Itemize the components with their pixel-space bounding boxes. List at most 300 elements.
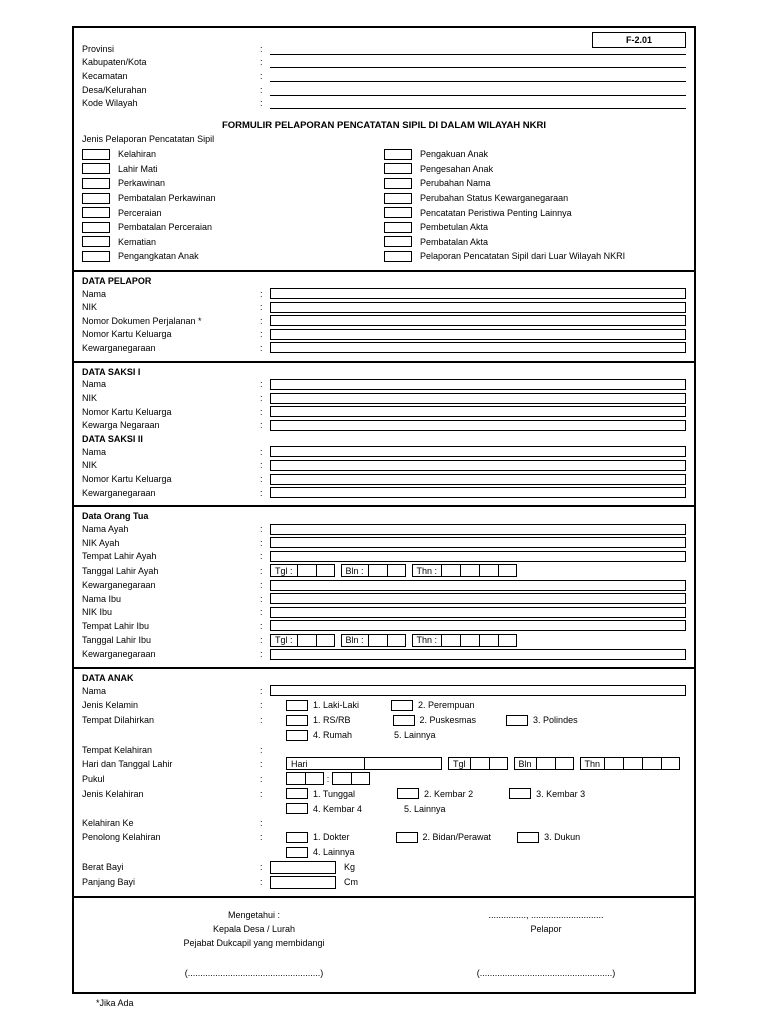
checkbox-peristiwa-penting-lainnya[interactable] bbox=[384, 207, 412, 218]
colon: : bbox=[260, 685, 263, 696]
field-row bbox=[82, 522, 686, 536]
field-row bbox=[82, 816, 686, 830]
signature-section bbox=[74, 898, 694, 994]
pelapor-dokumen-perjalanan-input[interactable] bbox=[270, 315, 686, 326]
checkbox-perceraian[interactable] bbox=[82, 207, 110, 218]
hari-label: Hari bbox=[286, 757, 364, 770]
desa-kelurahan-input[interactable] bbox=[270, 84, 686, 96]
field-label: Tempat Dilahirkan bbox=[82, 715, 155, 726]
list-item[interactable] bbox=[82, 220, 384, 235]
hari-tanggal-group bbox=[270, 757, 686, 770]
checkbox-polindes[interactable] bbox=[506, 715, 528, 726]
date-cell[interactable] bbox=[489, 757, 508, 770]
colon: : bbox=[260, 758, 263, 769]
field-label: NIK bbox=[82, 302, 98, 313]
field-label: Kewarganegaraan bbox=[82, 580, 156, 591]
date-cell[interactable] bbox=[470, 757, 489, 770]
saksi1-kewarganegaraan-input[interactable] bbox=[270, 420, 686, 431]
time-cell[interactable] bbox=[305, 772, 324, 785]
bln-label: Bln : bbox=[341, 564, 368, 577]
colon: : bbox=[260, 57, 263, 68]
field-row bbox=[82, 801, 686, 816]
field-row bbox=[82, 391, 686, 405]
colon: : bbox=[260, 474, 263, 485]
colon: : bbox=[260, 420, 263, 431]
checkbox-tunggal[interactable] bbox=[286, 788, 308, 799]
checkbox-pembatalan-perceraian[interactable] bbox=[82, 222, 110, 233]
checkbox-rumah[interactable] bbox=[286, 730, 308, 741]
colon: : bbox=[260, 744, 263, 755]
field-label: Nomor Dokumen Perjalanan * bbox=[82, 315, 202, 326]
title-block bbox=[74, 120, 694, 144]
section-heading-saksi-2: DATA SAKSI II bbox=[82, 434, 143, 445]
saksi1-nama-input[interactable] bbox=[270, 379, 686, 390]
field-row bbox=[82, 578, 686, 592]
colon: : bbox=[260, 818, 263, 829]
option-label: 5. Lainnya bbox=[404, 803, 446, 814]
field-row bbox=[82, 713, 686, 728]
data-saksi-section bbox=[74, 363, 694, 508]
field-row bbox=[82, 875, 686, 890]
list-item[interactable] bbox=[384, 220, 686, 235]
data-orang-tua-section bbox=[74, 507, 694, 669]
tempat-kelahiran-input[interactable] bbox=[270, 744, 686, 755]
colon: : bbox=[260, 832, 263, 843]
checkbox-pelaporan-luar-nkri[interactable] bbox=[384, 251, 412, 262]
pelapor-nama-input[interactable] bbox=[270, 288, 686, 299]
option-lainnya-penolong[interactable] bbox=[286, 847, 355, 858]
list-item-label: Pengakuan Anak bbox=[420, 149, 489, 160]
list-item[interactable] bbox=[82, 235, 384, 250]
time-cell[interactable] bbox=[286, 772, 305, 785]
kewarganegaraan-ayah-input[interactable] bbox=[270, 580, 686, 591]
list-item-label: Perubahan Status Kewarganegaraan bbox=[420, 193, 569, 204]
time-separator: : bbox=[326, 773, 330, 784]
option-label: 1. Dokter bbox=[313, 832, 350, 843]
jenis-pelaporan-left-column bbox=[82, 147, 384, 264]
list-item-label: Pengesahan Anak bbox=[420, 163, 494, 174]
hari-input[interactable] bbox=[364, 757, 442, 770]
colon: : bbox=[260, 288, 263, 299]
left-signature-line[interactable]: (.....................................................) bbox=[184, 967, 324, 978]
option-puskesmas[interactable] bbox=[393, 715, 477, 726]
option-tunggal[interactable] bbox=[286, 788, 355, 799]
kelahiran-ke-input[interactable] bbox=[270, 818, 686, 829]
option-label: 2. Bidan/Perawat bbox=[422, 832, 492, 843]
field-row bbox=[82, 300, 686, 314]
date-cell[interactable] bbox=[479, 634, 498, 647]
field-row bbox=[82, 472, 686, 486]
checkbox-puskesmas[interactable] bbox=[393, 715, 415, 726]
colon: : bbox=[260, 329, 263, 340]
field-row bbox=[82, 830, 686, 845]
tempat-lahir-ibu-input[interactable] bbox=[270, 620, 686, 631]
panjang-bayi-input[interactable] bbox=[270, 876, 336, 889]
nik-ibu-input[interactable] bbox=[270, 607, 686, 618]
field-row bbox=[82, 648, 686, 662]
jenis-pelaporan-right-column bbox=[384, 147, 686, 264]
pelapor-label: Pelapor bbox=[530, 923, 562, 934]
option-kembar-3[interactable] bbox=[509, 788, 585, 799]
checkbox-kembar-3[interactable] bbox=[509, 788, 531, 799]
field-row bbox=[82, 69, 686, 83]
date-cell[interactable] bbox=[642, 757, 661, 770]
checkbox-pengesahan-anak[interactable] bbox=[384, 163, 412, 174]
date-cell[interactable] bbox=[460, 564, 479, 577]
list-item[interactable] bbox=[82, 176, 384, 191]
list-item-label: Pencatatan Peristiwa Penting Lainnya bbox=[420, 207, 572, 218]
colon: : bbox=[260, 862, 263, 873]
place-date-line: ..............., ............................. bbox=[488, 909, 604, 920]
berat-bayi-unit: Kg bbox=[344, 862, 356, 873]
field-label: Nomor Kartu Keluarga bbox=[82, 474, 172, 485]
option-label: 1. Tunggal bbox=[313, 788, 356, 799]
colon: : bbox=[260, 379, 263, 390]
date-cell[interactable] bbox=[387, 634, 406, 647]
tgl-label: Tgl : bbox=[270, 564, 297, 577]
thn-label: Thn : bbox=[412, 634, 442, 647]
list-item[interactable] bbox=[82, 147, 384, 162]
option-laki-laki[interactable] bbox=[286, 700, 359, 711]
colon: : bbox=[260, 393, 263, 404]
colon: : bbox=[260, 635, 263, 646]
field-row bbox=[82, 287, 686, 301]
colon: : bbox=[260, 607, 263, 618]
field-label: Kewarganegaraan bbox=[82, 342, 156, 353]
option-label: 1. Laki-Laki bbox=[313, 700, 360, 711]
field-label: Nama Ayah bbox=[82, 524, 129, 535]
option-bidan-perawat[interactable] bbox=[396, 832, 492, 843]
date-cell[interactable] bbox=[316, 564, 335, 577]
option-label: 4. Rumah bbox=[313, 730, 353, 741]
option-lainnya-kelahiran[interactable] bbox=[404, 804, 446, 814]
checkbox-pembetulan-akta[interactable] bbox=[384, 222, 412, 233]
option-lainnya-tempat[interactable] bbox=[394, 730, 436, 740]
field-row bbox=[82, 563, 686, 578]
nama-ibu-input[interactable] bbox=[270, 593, 686, 604]
field-label: Tanggal Lahir Ayah bbox=[82, 565, 159, 576]
field-row bbox=[82, 378, 686, 392]
nik-ayah-input[interactable] bbox=[270, 537, 686, 548]
checkbox-pengangkatan-anak[interactable] bbox=[82, 251, 110, 262]
field-row bbox=[82, 605, 686, 619]
date-cell[interactable] bbox=[498, 634, 517, 647]
checkbox-kembar-4[interactable] bbox=[286, 803, 308, 814]
saksi2-kewarganegaraan-input[interactable] bbox=[270, 487, 686, 498]
tempat-lahir-ayah-input[interactable] bbox=[270, 551, 686, 562]
list-item[interactable] bbox=[384, 205, 686, 220]
option-dokter[interactable] bbox=[286, 832, 350, 843]
field-row bbox=[82, 328, 686, 342]
option-label: 4. Kembar 4 bbox=[313, 803, 363, 814]
colon: : bbox=[260, 620, 263, 631]
section-heading-saksi-1: DATA SAKSI I bbox=[82, 366, 141, 377]
time-cell[interactable] bbox=[332, 772, 351, 785]
colon: : bbox=[260, 315, 263, 326]
colon: : bbox=[260, 593, 263, 604]
colon: : bbox=[260, 537, 263, 548]
mengetahui-label: Mengetahui : bbox=[227, 909, 281, 920]
list-item[interactable] bbox=[384, 191, 686, 206]
field-label: Nama bbox=[82, 685, 107, 696]
field-row bbox=[82, 314, 686, 328]
colon: : bbox=[260, 70, 263, 81]
colon: : bbox=[260, 565, 263, 576]
field-label: Nomor Kartu Keluarga bbox=[82, 329, 172, 340]
panjang-bayi-unit: Cm bbox=[344, 877, 358, 888]
date-cell[interactable] bbox=[297, 634, 316, 647]
right-signature-line[interactable]: (.....................................................) bbox=[476, 967, 616, 978]
date-cell[interactable] bbox=[316, 634, 335, 647]
bln-label: Bln bbox=[514, 757, 536, 770]
date-cell[interactable] bbox=[623, 757, 642, 770]
checkbox-pengakuan-anak[interactable] bbox=[384, 149, 412, 160]
date-cell[interactable] bbox=[368, 564, 387, 577]
option-label: 4. Lainnya bbox=[313, 847, 355, 858]
date-cell[interactable] bbox=[536, 757, 555, 770]
option-perempuan[interactable] bbox=[391, 700, 475, 711]
list-item-label: Kematian bbox=[118, 236, 157, 247]
saksi2-nama-input[interactable] bbox=[270, 446, 686, 457]
anak-nama-input[interactable] bbox=[270, 685, 686, 696]
field-row bbox=[82, 728, 686, 743]
list-item-label: Perkawinan bbox=[118, 178, 166, 189]
list-item-label: Pelaporan Pencatatan Sipil dari Luar Wilayah NKRI bbox=[420, 251, 626, 262]
list-item[interactable] bbox=[384, 249, 686, 264]
saksi1-kartu-keluarga-input[interactable] bbox=[270, 406, 686, 417]
field-row bbox=[82, 56, 686, 70]
right-signature-block bbox=[426, 908, 666, 936]
kepala-desa-label: Kepala Desa / Lurah bbox=[212, 923, 296, 934]
checkbox-perkawinan[interactable] bbox=[82, 178, 110, 189]
field-label: Nama bbox=[82, 379, 107, 390]
field-row bbox=[82, 486, 686, 500]
thn-label: Thn : bbox=[412, 564, 442, 577]
kewarganegaraan-ibu-input[interactable] bbox=[270, 649, 686, 660]
option-rumah[interactable] bbox=[286, 730, 352, 741]
option-label: 1. RS/RB bbox=[313, 715, 351, 726]
date-cell[interactable] bbox=[479, 564, 498, 577]
field-row bbox=[82, 698, 686, 713]
saksi2-nik-input[interactable] bbox=[270, 460, 686, 471]
field-label: Panjang Bayi bbox=[82, 877, 136, 888]
checkbox-dukun[interactable] bbox=[517, 832, 539, 843]
field-label: Jenis Kelamin bbox=[82, 700, 139, 711]
thn-label: Thn bbox=[580, 757, 605, 770]
checkbox-dokter[interactable] bbox=[286, 832, 308, 843]
list-item-label: Perubahan Nama bbox=[420, 178, 491, 189]
date-cell[interactable] bbox=[368, 634, 387, 647]
colon: : bbox=[260, 524, 263, 535]
pelapor-kewarganegaraan-input[interactable] bbox=[270, 342, 686, 353]
saksi1-nik-input[interactable] bbox=[270, 393, 686, 404]
field-label: Kecamatan bbox=[82, 70, 128, 81]
field-label: Kode Wilayah bbox=[82, 98, 138, 109]
field-row bbox=[82, 860, 686, 875]
option-label: 3. Polindes bbox=[533, 715, 578, 726]
field-label: Tempat Lahir Ayah bbox=[82, 551, 157, 562]
option-label: 3. Kembar 3 bbox=[536, 788, 586, 799]
list-item-label: Kelahiran bbox=[118, 149, 157, 160]
checkbox-perubahan-status-kewarganegaraan[interactable] bbox=[384, 193, 412, 204]
option-kembar-4[interactable] bbox=[286, 803, 362, 814]
list-item[interactable] bbox=[384, 235, 686, 250]
date-cell[interactable] bbox=[460, 634, 479, 647]
colon: : bbox=[260, 84, 263, 95]
date-cell[interactable] bbox=[661, 757, 680, 770]
tgl-label: Tgl : bbox=[270, 634, 297, 647]
checkbox-pembatalan-perkawinan[interactable] bbox=[82, 193, 110, 204]
list-item-label: Pembetulan Akta bbox=[420, 222, 489, 233]
option-label: 5. Lainnya bbox=[394, 730, 436, 741]
field-label: NIK bbox=[82, 393, 98, 404]
field-label: Pukul bbox=[82, 773, 105, 784]
saksi2-kartu-keluarga-input[interactable] bbox=[270, 474, 686, 485]
date-cell[interactable] bbox=[297, 564, 316, 577]
field-row bbox=[82, 96, 686, 110]
field-label: Provinsi bbox=[82, 43, 115, 54]
field-label: Hari dan Tanggal Lahir bbox=[82, 758, 173, 769]
colon: : bbox=[260, 580, 263, 591]
field-row bbox=[82, 619, 686, 633]
date-cell[interactable] bbox=[555, 757, 574, 770]
field-label: Desa/Kelurahan bbox=[82, 84, 147, 95]
data-anak-section bbox=[74, 669, 694, 898]
pukul-group bbox=[270, 772, 686, 785]
colon: : bbox=[260, 715, 263, 726]
list-item[interactable] bbox=[384, 147, 686, 162]
colon: : bbox=[260, 98, 263, 109]
field-label: Kelahiran Ke bbox=[82, 818, 134, 829]
field-label: Tanggal Lahir Ibu bbox=[82, 635, 152, 646]
date-cell[interactable] bbox=[604, 757, 623, 770]
colon: : bbox=[260, 487, 263, 498]
field-row bbox=[82, 633, 686, 648]
colon: : bbox=[260, 302, 263, 313]
field-label: Nama bbox=[82, 288, 107, 299]
kecamatan-input[interactable] bbox=[270, 70, 686, 82]
list-item[interactable] bbox=[82, 191, 384, 206]
tgl-label: Tgl bbox=[448, 757, 470, 770]
date-cell[interactable] bbox=[498, 564, 517, 577]
list-item[interactable] bbox=[82, 249, 384, 264]
time-cell[interactable] bbox=[351, 772, 370, 785]
field-row bbox=[82, 756, 686, 771]
field-row bbox=[82, 845, 686, 860]
field-row bbox=[82, 83, 686, 97]
colon: : bbox=[260, 446, 263, 457]
field-label: Tempat Kelahiran bbox=[82, 744, 153, 755]
colon: : bbox=[260, 788, 263, 799]
field-row bbox=[82, 684, 686, 698]
tanggal-lahir-ayah-group bbox=[270, 564, 686, 577]
colon: : bbox=[260, 43, 263, 54]
colon: : bbox=[260, 406, 263, 417]
jenis-pelaporan-section bbox=[74, 146, 694, 272]
field-label: NIK bbox=[82, 460, 98, 471]
section-heading: DATA ANAK bbox=[82, 673, 134, 684]
form-code-badge: F-2.01 bbox=[592, 32, 686, 48]
option-dukun[interactable] bbox=[517, 832, 580, 843]
pejabat-dukcapil-label: Pejabat Dukcapil yang membidangi bbox=[183, 937, 325, 948]
section-heading: DATA PELAPOR bbox=[82, 275, 152, 286]
field-row bbox=[82, 536, 686, 550]
nama-ayah-input[interactable] bbox=[270, 524, 686, 535]
field-row bbox=[82, 786, 686, 801]
field-row bbox=[82, 743, 686, 757]
page-title: FORMULIR PELAPORAN PENCATATAN SIPIL DI DALAM WILAYAH NKRI bbox=[221, 119, 547, 131]
option-label: 3. Dukun bbox=[544, 832, 581, 843]
pelapor-kartu-keluarga-input[interactable] bbox=[270, 329, 686, 340]
field-row bbox=[82, 445, 686, 459]
list-item[interactable] bbox=[82, 162, 384, 177]
list-item-label: Pembatalan Akta bbox=[420, 236, 489, 247]
checkbox-bidan-perawat[interactable] bbox=[396, 832, 418, 843]
field-row bbox=[82, 418, 686, 432]
checkbox-kematian[interactable] bbox=[82, 236, 110, 247]
colon: : bbox=[260, 773, 263, 784]
field-label: Kabupaten/Kota bbox=[82, 57, 147, 68]
option-polindes[interactable] bbox=[506, 715, 578, 726]
option-kembar-2[interactable] bbox=[397, 788, 473, 799]
checkbox-perubahan-nama[interactable] bbox=[384, 178, 412, 189]
bln-label: Bln : bbox=[341, 634, 368, 647]
date-cell[interactable] bbox=[441, 634, 460, 647]
field-label: Kewarga Negaraan bbox=[82, 420, 160, 431]
list-item-label: Perceraian bbox=[118, 207, 162, 218]
checkbox-kelahiran[interactable] bbox=[82, 149, 110, 160]
list-item-label: Pembatalan Perceraian bbox=[118, 222, 213, 233]
checkbox-pembatalan-akta[interactable] bbox=[384, 236, 412, 247]
checkbox-laki-laki[interactable] bbox=[286, 700, 308, 711]
colon: : bbox=[260, 342, 263, 353]
kabupaten-kota-input[interactable] bbox=[270, 56, 686, 68]
field-row bbox=[82, 341, 686, 355]
section-heading: Data Orang Tua bbox=[82, 511, 149, 522]
option-label: 2. Kembar 2 bbox=[424, 788, 474, 799]
date-cell[interactable] bbox=[441, 564, 460, 577]
list-item[interactable] bbox=[384, 162, 686, 177]
list-item-label: Lahir Mati bbox=[118, 163, 158, 174]
checkbox-lahir-mati[interactable] bbox=[82, 163, 110, 174]
date-cell[interactable] bbox=[387, 564, 406, 577]
checkbox-rs-rb[interactable] bbox=[286, 715, 308, 726]
field-row bbox=[82, 550, 686, 564]
field-label: Penolong Kelahiran bbox=[82, 832, 161, 843]
form-page bbox=[72, 26, 696, 994]
jenis-pelaporan-heading: Jenis Pelaporan Pencatatan Sipil bbox=[82, 133, 215, 144]
field-row bbox=[82, 405, 686, 419]
field-label: Kewarganegaraan bbox=[82, 487, 156, 498]
colon: : bbox=[260, 877, 263, 888]
footnote: *Jika Ada bbox=[96, 998, 134, 1008]
option-rs-rb[interactable] bbox=[286, 715, 351, 726]
field-label: Nomor Kartu Keluarga bbox=[82, 406, 172, 417]
list-item[interactable] bbox=[384, 176, 686, 191]
kode-wilayah-input[interactable] bbox=[270, 97, 686, 109]
list-item-label: Pembatalan Perkawinan bbox=[118, 193, 216, 204]
list-item[interactable] bbox=[82, 205, 384, 220]
pelapor-nik-input[interactable] bbox=[270, 302, 686, 313]
field-label: NIK Ayah bbox=[82, 537, 120, 548]
checkbox-kembar-2[interactable] bbox=[397, 788, 419, 799]
checkbox-perempuan[interactable] bbox=[391, 700, 413, 711]
checkbox-lainnya-penolong[interactable] bbox=[286, 847, 308, 858]
berat-bayi-input[interactable] bbox=[270, 861, 336, 874]
list-item-label: Pengangkatan Anak bbox=[118, 251, 199, 262]
option-label: 2. Puskesmas bbox=[419, 715, 477, 726]
field-row bbox=[82, 771, 686, 786]
